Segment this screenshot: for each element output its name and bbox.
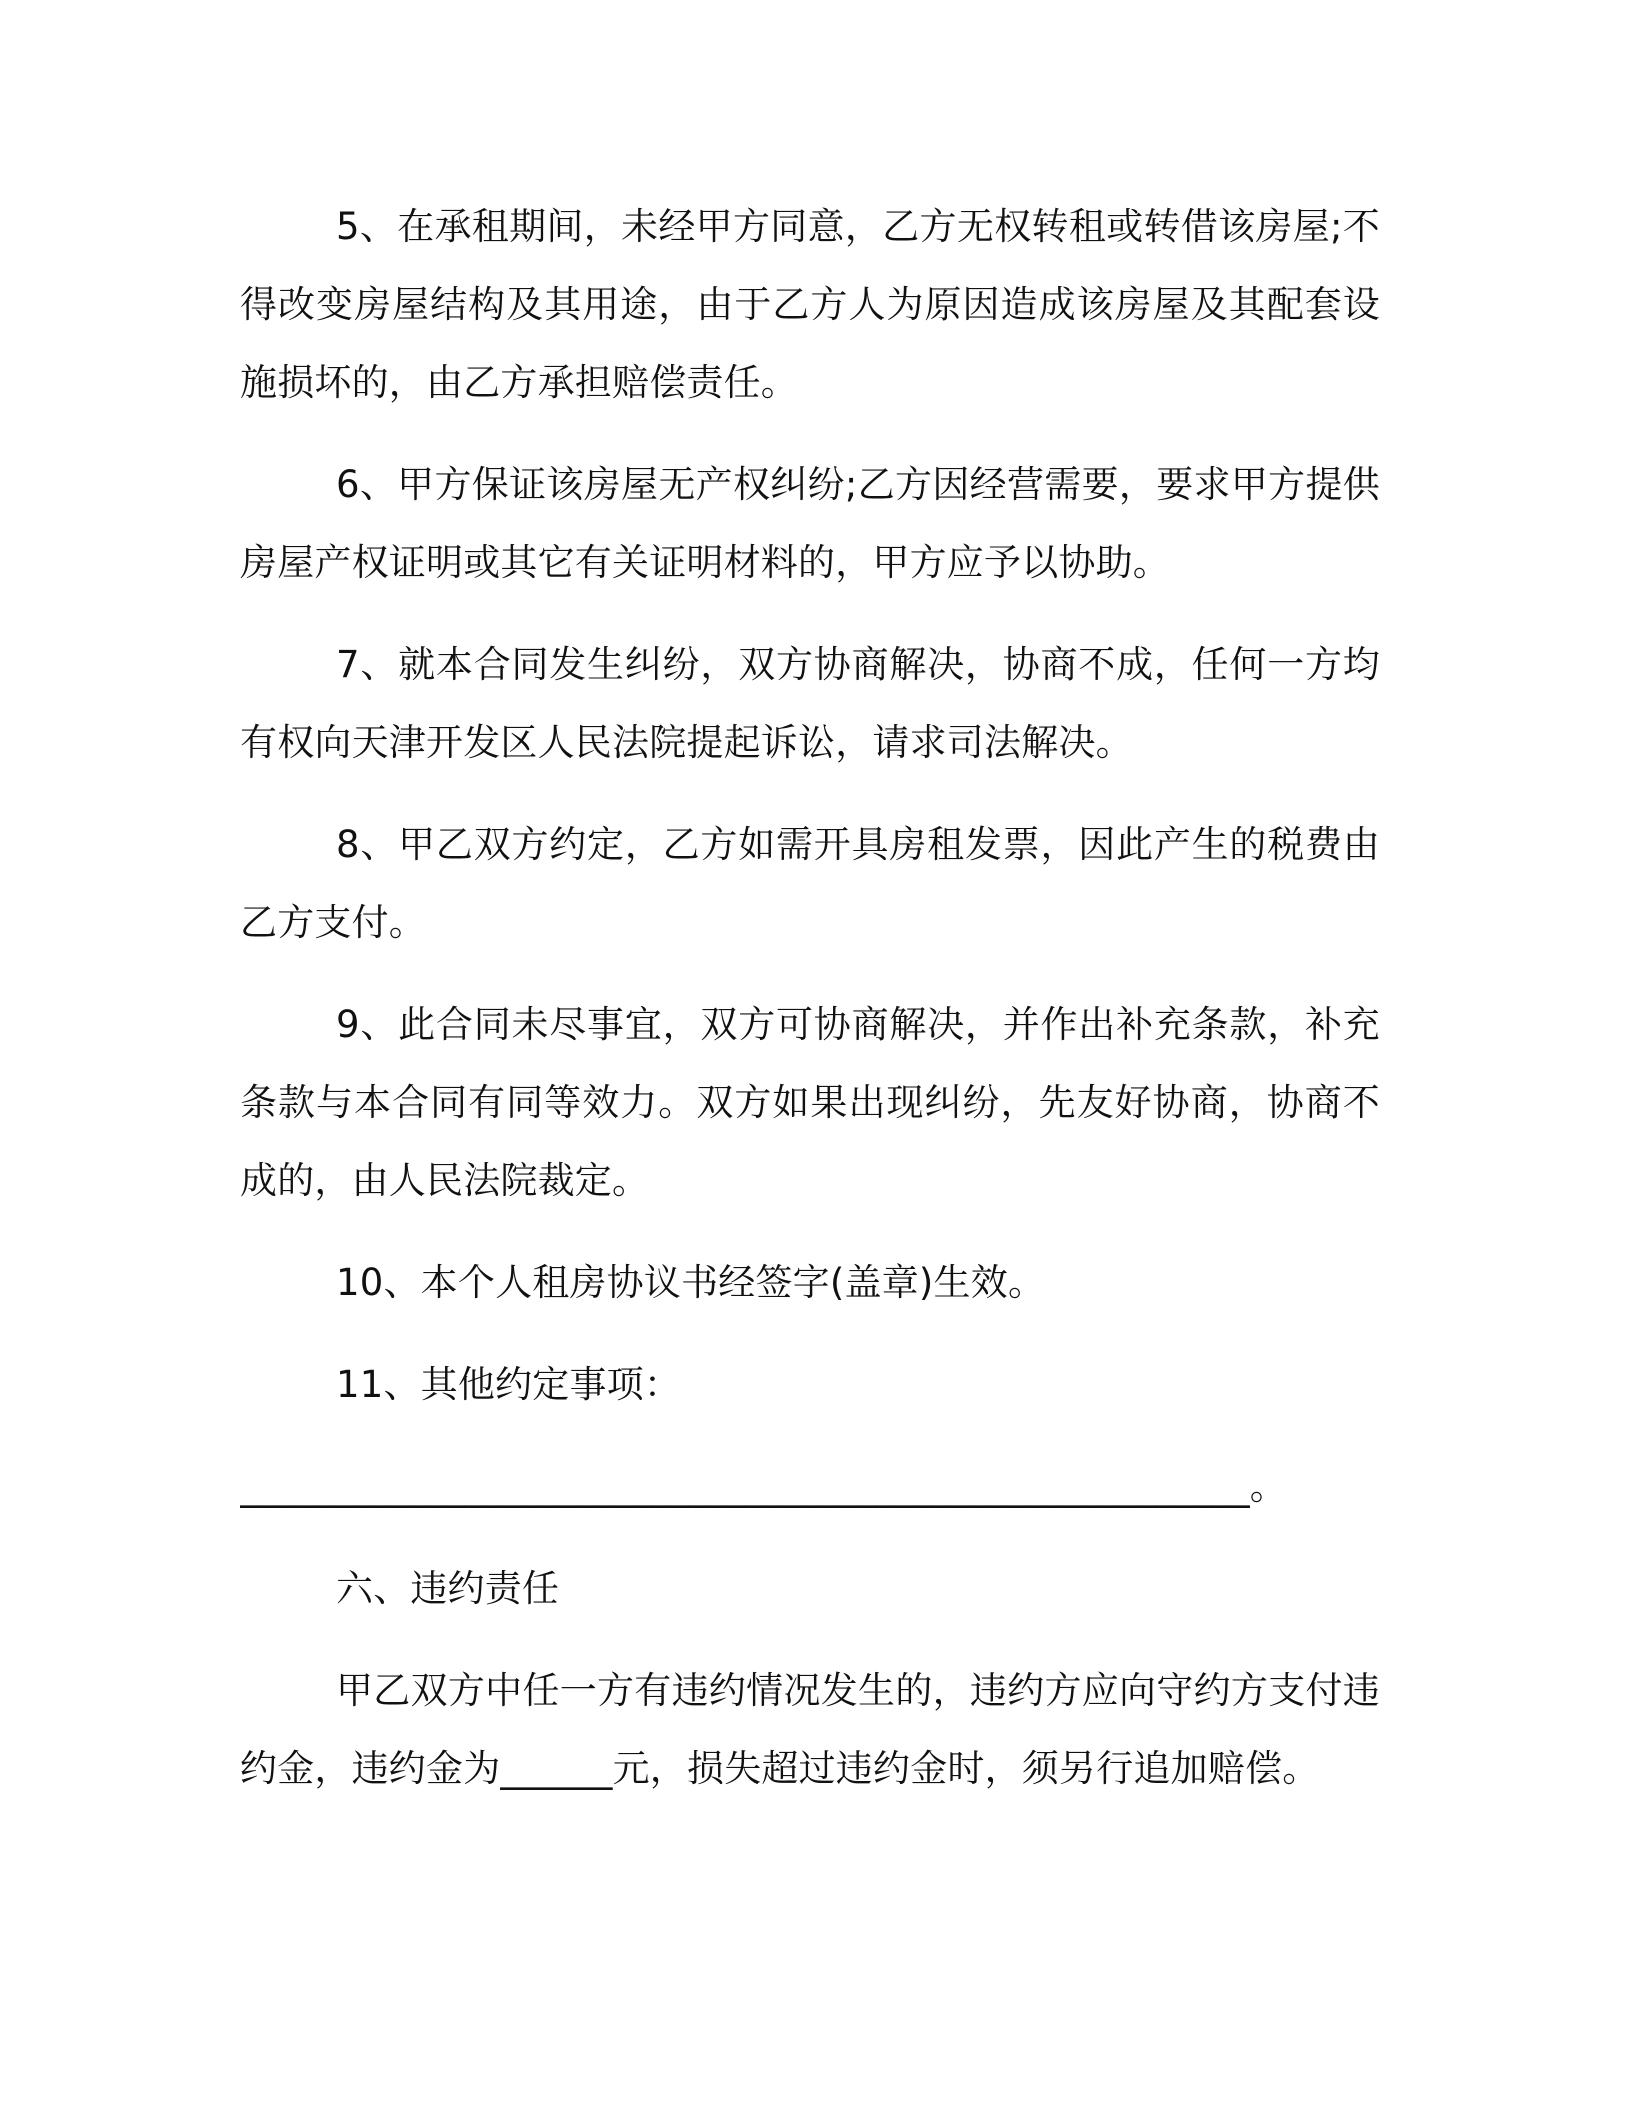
clause-9: 9、此合同未尽事宜，双方可协商解决，并作出补充条款，补充条款与本合同有同等效力。双方如果出现纠纷，先友好协商，协商不成的，由人民法院裁定。 [240,1003,1380,1202]
other-terms-blank-line: ______________________________________________________。 [240,1465,1287,1508]
document-body [240,188,1380,1808]
clause-7: 7、就本合同发生纠纷，双方协商解决，协商不成，任何一方均有权向天津开发区人民法院提起诉讼，请求司法解决。 [240,643,1380,764]
clause-10: 10、本个人租房协议书经签字(盖章)生效。 [336,1261,1046,1304]
clause-8: 8、甲乙双方约定，乙方如需开具房租发票，因此产生的税费由乙方支付。 [240,823,1380,944]
clause-6: 6、甲方保证该房屋无产权纠纷;乙方因经营需要，要求甲方提供房屋产权证明或其它有关证明材料的，甲方应予以协助。 [240,463,1380,584]
clause-5: 5、在承租期间，未经甲方同意，乙方无权转租或转借该房屋;不得改变房屋结构及其用途，由于乙方人为原因造成该房屋及其配套设施损坏的，由乙方承担赔偿责任。 [240,205,1380,404]
clause-11: 11、其他约定事项： [336,1363,682,1406]
breach-liability-text: 甲乙双方中任一方有违约情况发生的，违约方应向守约方支付违约金，违约金为______元，损失超过违约金时，须另行追加赔偿。 [240,1669,1380,1790]
section-heading-breach-liability: 六、违约责任 [336,1567,560,1610]
